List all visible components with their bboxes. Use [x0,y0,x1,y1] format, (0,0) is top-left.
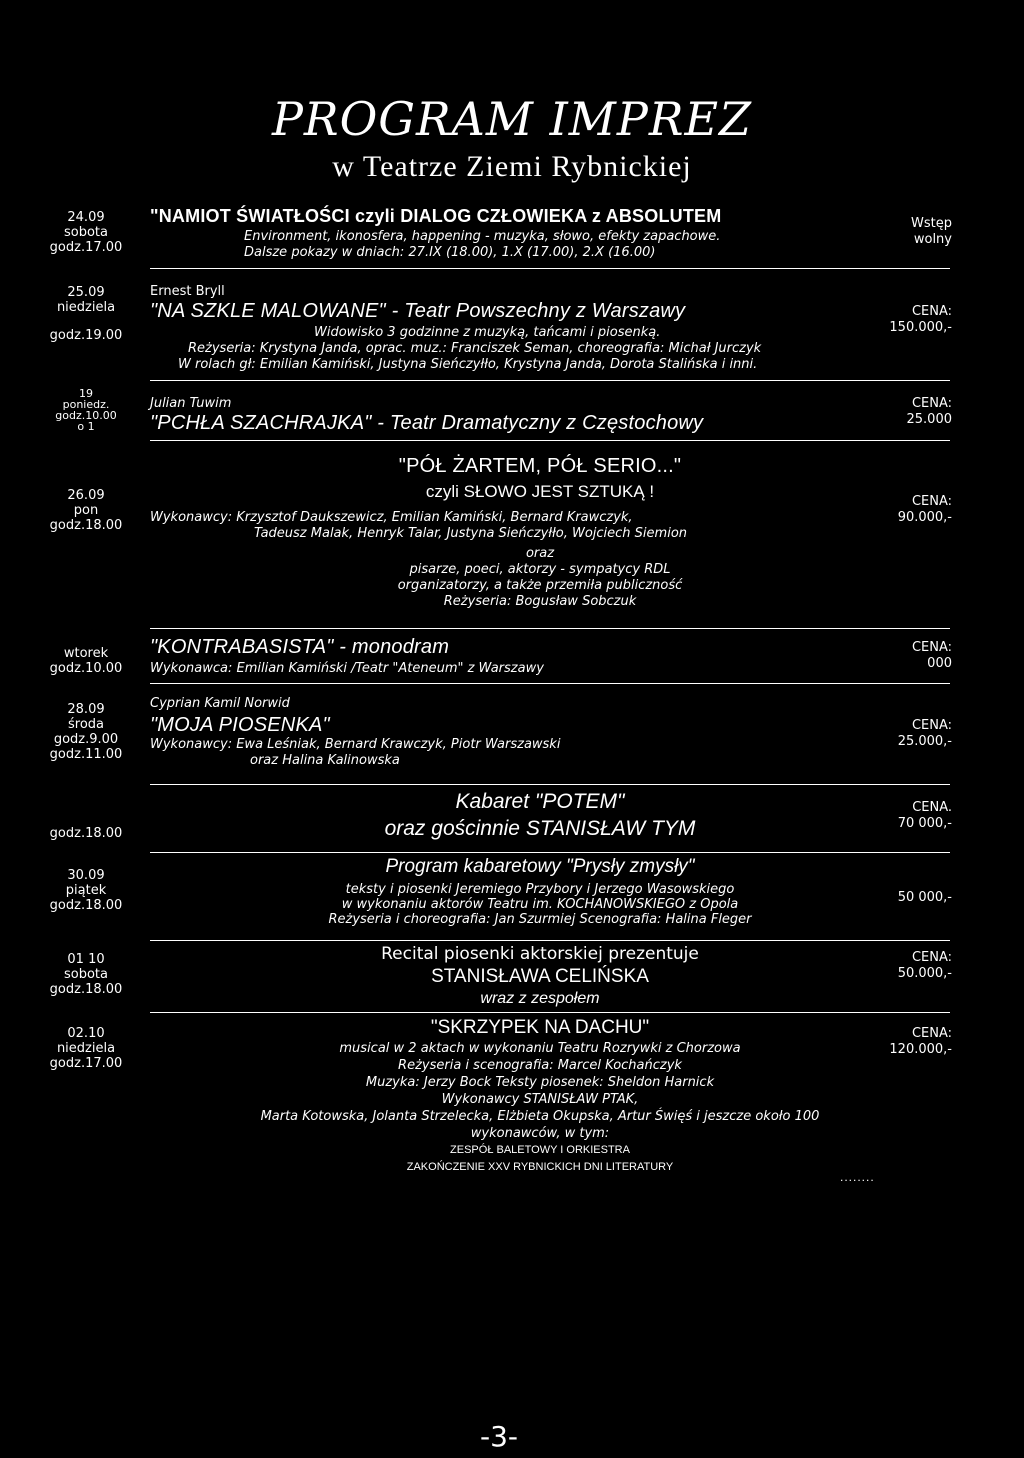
event-price: 50 000,- [897,890,952,905]
event-price: CENA. 70 000,- [897,800,952,831]
footer-dots: ........ [840,1170,875,1184]
event-title: "NA SZKLE MALOWANE" - Teatr Powszechny z Warszawy [150,300,686,322]
event-line: Wykonawcy: Krzysztof Daukszewicz, Emilian Kamiński, Bernard Krawczyk, [150,510,633,525]
event-body: Program kabaretowy "Prysły zmysły" teksty i piosenki Jeremiego Przybory i Jerzego Wasowskiego w wykonaniu aktorów Teatru im. KOCHANOWSKIEGO z Opola Reżyseria i choreografia: Jan Szurmiej Scenografia: Halina Fleger [328,856,752,927]
event-body: "SKRZYPEK NA DACHU" musical w 2 aktach w wykonaniu Teatru Rozrywki z Chorzowa Reżyseria i scenografia: Marcel Kochańczyk Muzyka: Jerzy Bock Teksty piosenek: Sheldon Harnick Wykonawcy STANISŁAW PTAK, Marta Kotowska, Jolanta Strzelecka, Elżbieta Okupska, Artur Święś i jeszcze około 100 wykonawców, w tym: ZESPÓŁ BALETOWY I ORKIESTRA ZAKOŃCZENIE XXV RYBNICKICH DNI LITERATURY [260,1017,820,1173]
event-price: CENA: 150.000,- [889,304,952,335]
event-line: Environment, ikonosfera, happening - muzyka, słowo, efekty zapachowe. [244,229,721,244]
divider [150,380,950,381]
page-title: PROGRAM IMPREZ [271,92,753,146]
event-price: CENA: 120.000,- [889,1026,952,1057]
divider [150,784,950,785]
event-author: Ernest Bryll [150,284,225,299]
event-title: "NAMIOT ŚWIATŁOŚCI czyli DIALOG CZŁOWIEKA z ABSOLUTEM [150,206,722,226]
event-line: Wykonawca: Emilian Kamiński /Teatr "Ateneum" z Warszawy [150,661,544,676]
event-body: oraz pisarze, poeci, aktorzy - sympatycy RDL organizatorzy, a także przemiła publiczność Reżyseria: Bogusław Sobczuk [397,546,683,609]
event-line: Tadeusz Malak, Henryk Talar, Justyna Sieńczyłło, Wojciech Siemion [254,526,688,541]
event-date: 19 poniedz. godz.10.00 o 1 [55,387,117,433]
event-line: W rolach gł: Emilian Kamiński, Justyna Sieńczyłło, Krystyna Janda, Dorota Stalińska i inni. [178,357,758,372]
event-price: CENA: 000 [911,640,952,671]
event-line: Dalsze pokazy w dniach: 27.IX (18.00), 1.X (17.00), 2.X (16.00) [244,245,656,260]
event-date: 02.10 niedziela godz.17.00 [49,1026,123,1071]
event-body: "PÓŁ ŻARTEM, PÓŁ SERIO..." czyli SŁOWO JEST SZTUKĄ ! [398,455,682,501]
event-author: Cyprian Kamil Norwid [150,696,290,711]
event-body: Recital piosenki aktorskiej prezentuje STANISŁAWA CELIŃSKA wraz z zespołem [381,944,699,1007]
event-date: 24.09 sobota godz.17.00 [49,210,123,255]
event-date: 30.09 piątek godz.18.00 [49,868,123,913]
event-date: godz.18.00 [49,826,123,841]
event-line: Widowisko 3 godzinne z muzyką, tańcami i piosenką. [314,325,661,340]
event-date: 28.09 środa godz.9.00 godz.11.00 [49,702,123,762]
divider [150,940,950,941]
event-line: Reżyseria: Krystyna Janda, oprac. muz.: Franciszek Seman, choreografia: Michał Jurczyk [188,341,762,356]
page-number: -3- [480,1420,519,1453]
event-date: 26.09 pon godz.18.00 [49,488,123,533]
event-date: 01 10 sobota godz.18.00 [49,952,123,997]
page-subtitle: w Teatrze Ziemi Rybnickiej [332,150,692,183]
event-price: CENA: 50.000,- [897,950,952,981]
event-line: Wykonawcy: Ewa Leśniak, Bernard Krawczyk, Piotr Warszawski [150,737,561,752]
event-title: "MOJA PIOSENKA" [150,714,330,736]
divider [150,852,950,853]
divider [150,1012,950,1013]
divider [150,268,950,269]
event-price: Wstęp wolny [911,216,952,247]
event-body: Kabaret "POTEM" oraz gościnnie STANISŁAW TYM [384,790,696,840]
event-date: 25.09 niedziela godz.19.00 [49,285,123,343]
divider [150,628,950,629]
event-price: CENA: 90.000,- [897,494,952,525]
event-date: wtorek godz.10.00 [49,646,123,676]
event-price: CENA: 25.000,- [897,718,952,749]
event-price: CENA: 25.000 [906,396,952,427]
divider [150,440,950,441]
event-title: "KONTRABASISTA" - monodram [150,636,450,658]
event-line: oraz Halina Kalinowska [250,753,400,768]
divider [150,683,950,684]
event-author: Julian Tuwim [150,396,232,411]
event-title: "PCHŁA SZACHRAJKA" - Teatr Dramatyczny z Częstochowy [150,412,704,434]
